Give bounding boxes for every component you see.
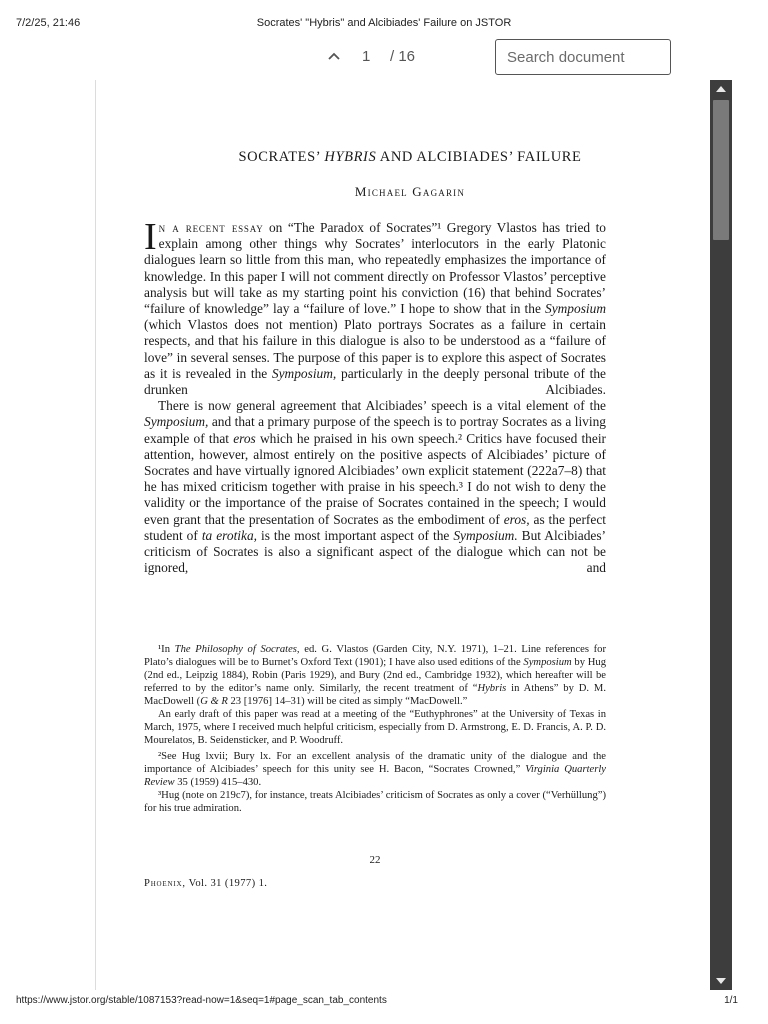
footnote-1 [144, 643, 606, 708]
paragraph-1 [144, 216, 606, 398]
footnote-text: ²See Hug lxvii; Bury lx. For an excellent analysis of the dramatic unity of the dialogue and the importance of Alcibiades’ speech for this unity see H. Bacon, “Socrates Crowned,” [144, 751, 606, 775]
printed-page-number: 22 [369, 854, 381, 866]
print-page-title-container [0, 17, 768, 29]
print-footer-url: https://www.jstor.org/stable/1087153?read-now=1&seq=1#page_scan_tab_contents [16, 995, 387, 1006]
eros-italic: eros [233, 430, 256, 446]
article-title-hybris: HYBRIS [324, 149, 377, 165]
footnote-text: ed. G. Vlastos (Garden City, N.Y. 1971), 1–21. Line references for Plato’s dialogues will be to Burnet’s Oxford Text (1901); I have also used editions of the [144, 644, 607, 668]
footnote-italic: Virginia Quarterly Review [144, 764, 606, 788]
opening-small-caps: n a recent essay [158, 220, 264, 235]
footnote-italic: The Philosophy of Socrates, [174, 644, 300, 655]
footnote-italic: Hybris [477, 683, 507, 694]
previous-page-button[interactable] [324, 46, 344, 66]
paragraph-2 [144, 398, 606, 576]
footnote-draft-note: An early draft of this paper was read at a meeting of the “Euthyphrones” at the University of Texas in March, 1975, where I received much helpful criticism, especially from D. Armstrong, E. D. Francis, A. P. D. Mourelatos, B. Seidensticker, and P. Woodruff. [144, 709, 606, 746]
drop-cap: I [144, 216, 157, 258]
footnote-text: 35 (1959) 415–430. [174, 777, 262, 788]
footnotes [144, 643, 606, 815]
symposium-italic: Symposium, [271, 365, 337, 381]
article-title [120, 149, 700, 166]
print-page-title: Socrates' "Hybris" and Alcibiades' Failure on JSTOR [256, 17, 512, 29]
footnote-2 [144, 750, 606, 789]
triangle-down-icon [710, 972, 732, 990]
document-scrollbar[interactable] [710, 80, 732, 990]
print-datetime: 7/2/25, 21:46 [16, 17, 81, 29]
paragraph-2-text: There is now general agreement that Alcibiades’ speech is a vital element of the [158, 398, 606, 414]
chevron-up-icon [324, 46, 344, 66]
footnote-text: ¹In [158, 644, 175, 655]
footnote-text: 23 [1976] 14–31) will be cited as simply “MacDowell.” [227, 696, 468, 707]
symposium-italic: Symposium [545, 301, 606, 317]
search-document-input[interactable] [495, 39, 671, 75]
paragraph-1-text: on “The Paradox of Socrates”¹ Gregory Vlastos has [263, 220, 561, 235]
journal-volume: Vol. 31 (1977) 1. [185, 878, 268, 889]
article-title-part: AND ALCIBIADES’ FAILURE [376, 149, 582, 165]
journal-citation [144, 878, 267, 889]
paragraph-2-text: is the most important aspect of the [257, 527, 454, 543]
paragraph-1-text: tried to explain among other things why Socrates’ interlocutors in the early Platonic dialogues learn so little from this man, who repeatedly emphasizes the importance of knowledge. In this paper I will not comment directly on Professor Vlastos’ perceptive analysis but will take as my starting point his conviction (16) that behind Socrates’ “failure of knowledge” lay a “failure of love.” I hope to show that in the [144, 220, 606, 317]
footnote-text: in Athens” by D. M. MacDowell ( [144, 683, 606, 707]
paragraph-2-text: as the perfect student of [144, 511, 606, 543]
footnote-italic: G & R [200, 696, 228, 707]
footnote-text: by Hug (2nd ed., Leipzig 1884), Robin (Paris 1929), and Bury (2nd ed., Cambridge 1932), which hereafter will be referred to by the editor’s name only. Similarly, the recent treatment of “ [144, 657, 606, 694]
symposium-italic: Symposium. [453, 527, 518, 543]
eros-italic: eros, [503, 511, 530, 527]
scroll-up-button[interactable] [710, 80, 732, 98]
ta-erotika-italic: ta erotika, [201, 527, 258, 543]
article-title-part: SOCRATES’ [238, 149, 325, 165]
scrollbar-thumb[interactable] [713, 100, 729, 240]
total-pages: / 16 [390, 48, 416, 65]
triangle-up-icon [710, 80, 732, 98]
current-page-number[interactable]: 1 [362, 48, 371, 65]
print-footer-page-count: 1/1 [724, 995, 738, 1006]
paragraph-2-text: which he praised in his own speech.² Critics have focused their attention, however, almost entirely on the positive aspects of Alcibiades’ picture of Socrates and have virtually ignored Alcibiades’ own explicit statement (222a7–8) that he has mixed criticism together with praise in his speech.³ I do not wish to deny the validity or the importance of the praise of Socrates contained in the speech; I would even grant that the presentation of Socrates as the embodiment of [144, 430, 607, 527]
paragraph-2-text: But Alcibiades’ criticism of Socrates is also a significant aspect of the dialogue which can not be ignored, and [144, 527, 607, 576]
paragraph-1-text: particularly in the deeply personal tribute of the drunken Alcibiades. [144, 365, 606, 398]
symposium-italic: Symposium, [144, 414, 209, 430]
scroll-down-button[interactable] [710, 972, 732, 990]
paragraph-1-text: (which Vlastos does not mention) Plato portrays Socrates as a failure in certain respects, and that his failure in this dialogue is also to be understood as a “failure of love” in several senses. The purpose of this paper is to explore this aspect of Socrates as it is revealed in the [144, 317, 606, 381]
article-author: Michael Gagarin [354, 184, 466, 199]
document-page-scan [120, 90, 700, 980]
journal-name: Phoenix, [144, 878, 186, 889]
article-body [144, 216, 607, 576]
paragraph-2-text: and that a primary purpose of the speech is to portray Socrates as a living example of that [144, 414, 606, 446]
footnote-3: ³Hug (note on 219c7), for instance, treats Alcibiades’ criticism of Socrates as only a cover (“Verhüllung”) for his true admiration. [144, 790, 606, 814]
footnote-italic: Symposium [523, 657, 572, 668]
